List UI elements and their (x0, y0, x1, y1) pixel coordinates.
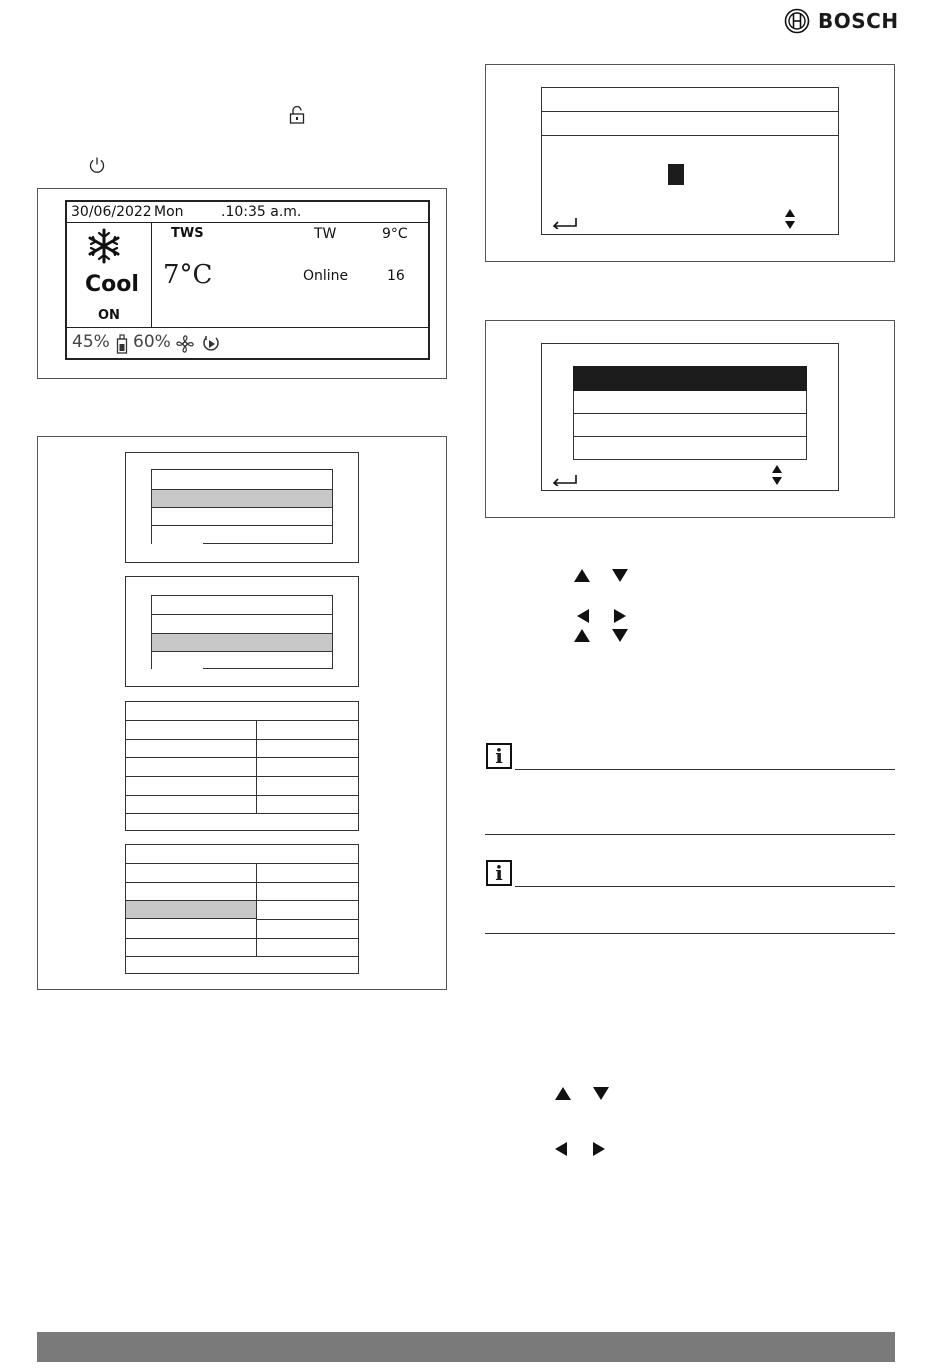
tank-icon (116, 334, 128, 354)
table-highlight-cell (126, 900, 256, 919)
input-dialog (541, 87, 839, 235)
up-arrow-icon (574, 629, 590, 642)
lcd-date: 30/06/2022 (71, 204, 152, 220)
bosch-logo (784, 8, 899, 34)
parameter-table-b (125, 844, 359, 974)
up-arrow-icon (555, 1087, 571, 1100)
info-icon: i (486, 743, 512, 769)
note-divider (515, 886, 895, 887)
right-arrow-icon (614, 609, 626, 623)
left-arrow-icon (555, 1142, 567, 1156)
input-cursor[interactable] (668, 164, 684, 185)
list-item[interactable] (573, 437, 807, 460)
list-item[interactable] (573, 414, 807, 437)
list-item[interactable] (573, 391, 807, 414)
menu-highlight-row (151, 489, 333, 508)
lcd-online-value: 16 (387, 268, 405, 284)
parameter-table-a (125, 701, 359, 831)
menu-panel-b (125, 576, 359, 687)
down-arrow-icon (593, 1087, 609, 1100)
menu-highlight-row (151, 633, 333, 652)
menu-panel-a (125, 452, 359, 563)
left-arrow-icon (577, 609, 589, 623)
up-down-icon[interactable] (772, 465, 782, 485)
list-selected-row[interactable] (573, 366, 807, 391)
enter-icon[interactable] (552, 217, 578, 229)
down-arrow-icon (612, 569, 628, 582)
enter-icon[interactable] (552, 474, 578, 486)
bosch-armature-icon (784, 8, 810, 34)
lcd-time: .10:35 a.m. (221, 204, 302, 220)
up-arrow-icon (574, 569, 590, 582)
lcd-tws-value: 7°C (163, 260, 213, 290)
lcd-tw-label: TW (314, 226, 337, 242)
info-icon: i (486, 860, 512, 886)
unlock-icon (289, 106, 305, 124)
lcd-state: ON (98, 308, 120, 323)
down-arrow-icon (612, 629, 628, 642)
lcd-tws-label: TWS (171, 226, 204, 241)
footer-bar (37, 1332, 895, 1362)
lcd-humidity: 45% (72, 332, 110, 352)
list-dialog (541, 343, 839, 491)
lcd-display (65, 200, 430, 360)
note-divider (515, 769, 895, 770)
note-end-divider (485, 834, 895, 835)
brand-name: BOSCH (818, 9, 899, 33)
lcd-mode: Cool (85, 272, 139, 297)
lcd-tw-value: 9°C (382, 226, 408, 242)
lcd-weekday: Mon (154, 204, 184, 220)
right-arrow-icon (593, 1142, 605, 1156)
note-end-divider (485, 933, 895, 934)
lcd-tank-level: 60% (133, 332, 171, 352)
fan-icon (175, 334, 195, 354)
snowflake-icon (87, 228, 121, 264)
lcd-online-label: Online (303, 268, 349, 284)
pump-icon (202, 334, 220, 354)
power-icon (88, 156, 106, 174)
up-down-icon[interactable] (785, 209, 795, 229)
